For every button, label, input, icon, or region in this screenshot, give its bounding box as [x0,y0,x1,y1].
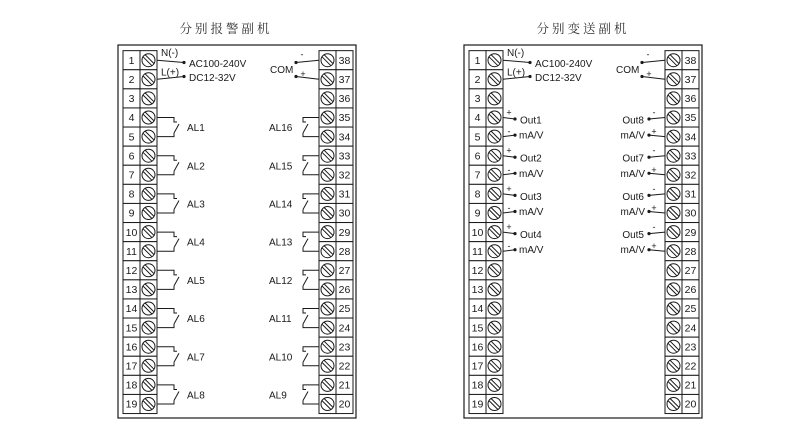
terminal-number: 13 [471,284,484,297]
alarm-label: AL5 [187,275,205,287]
terminal-number: 26 [338,284,351,297]
terminal-number: 1 [474,54,481,67]
terminal [123,51,157,70]
terminal [665,127,699,146]
terminal-number: 31 [338,188,351,201]
terminal [319,375,353,394]
terminal-number: 20 [684,398,697,411]
output-lower-sign: - [507,241,511,252]
terminal [319,318,353,337]
wire-end-dot [647,194,650,197]
terminal-number: 32 [338,169,351,182]
terminal [319,394,353,413]
terminal-number: 35 [338,112,351,125]
terminal-number: 35 [684,112,697,125]
terminal-number: 7 [474,169,481,182]
terminal-number: 11 [472,245,483,258]
terminal [319,70,353,89]
terminal-number: 17 [471,360,484,373]
wire-end-dot [182,61,185,64]
power-l-label: L(+) [507,67,526,79]
left-terminal-strip [469,51,503,414]
output-name: Out8 [622,115,644,127]
terminal [469,51,503,70]
terminal-number: 10 [471,226,484,239]
output-upper-sign: - [652,145,656,156]
terminal-number: 28 [684,245,697,258]
terminal [665,70,699,89]
power-ac-range: AC100-240V [189,59,247,70]
terminal [665,203,699,222]
terminal-number: 13 [125,284,138,297]
terminal [665,51,699,70]
wire-end-dot [528,75,531,78]
wire-end-dot [294,75,297,78]
wire-end-dot [647,134,650,137]
alarm-label: AL14 [269,199,293,211]
output-name: Out4 [520,230,542,242]
output-name: Out5 [622,230,644,242]
terminal-number: 36 [684,93,697,106]
alarm-label: AL6 [187,314,205,326]
terminal-number: 24 [684,322,697,335]
terminal [469,242,503,261]
terminal [319,51,353,70]
terminal-number: 2 [474,74,481,86]
terminal [319,356,353,375]
terminal [123,394,157,413]
wire-end-dot [528,61,531,64]
wire-end-dot [647,210,650,213]
terminal [469,108,503,127]
output-lower-sign: + [651,203,657,213]
alarm-label: AL13 [269,237,293,249]
terminal-number: 9 [128,207,135,220]
terminal-number: 23 [684,341,697,354]
com-plus-sign: + [646,68,652,79]
wire-end-dot [513,172,516,175]
output-unit: mA/V [620,130,645,142]
terminal-number: 33 [338,150,351,163]
terminal [469,299,503,318]
terminal [123,89,157,108]
alarm-label: AL8 [187,390,205,402]
terminal [123,375,157,394]
terminal-number: 12 [471,265,484,277]
left-terminal-strip [123,51,157,414]
output-name: Out6 [622,191,644,203]
terminal-number: 5 [474,131,481,144]
terminal [319,203,353,222]
terminal [319,337,353,356]
terminal [469,165,503,184]
output-upper-sign: + [506,145,512,156]
terminal [123,146,157,165]
terminal [469,356,503,375]
output-upper-sign: + [506,183,512,194]
com-label: COM [616,65,640,76]
terminal-number: 38 [338,54,351,67]
alarm-label: AL11 [269,314,292,326]
terminal [665,280,699,299]
terminal [469,261,503,280]
terminal-number: 16 [471,341,484,354]
terminal [123,165,157,184]
power-dc-range: DC12-32V [189,73,236,84]
wire-end-dot [513,210,516,213]
wire-end-dot [647,117,650,120]
com-label: COM [270,65,294,76]
terminal-number: 37 [338,74,351,86]
terminal-number: 33 [684,150,697,163]
output-lower-sign: - [507,203,511,213]
terminal [319,223,353,242]
wire-end-dot [513,232,516,235]
terminal [123,70,157,89]
terminal-number: 34 [684,131,697,144]
terminal [469,146,503,165]
terminal-number: 38 [684,54,697,67]
terminal [123,356,157,375]
terminal [469,337,503,356]
output-unit: mA/V [519,168,544,180]
terminal [469,127,503,146]
terminal [665,89,699,108]
terminal [319,184,353,203]
terminal-number: 16 [125,341,138,354]
terminal-number: 2 [128,74,135,86]
terminal-number: 8 [128,188,135,201]
output-upper-sign: + [506,222,512,233]
alarm-label: AL3 [187,199,205,211]
terminal [665,146,699,165]
terminal-number: 6 [474,150,481,163]
wire-end-dot [647,172,650,175]
terminal-number: 24 [338,322,351,335]
terminal-number: 19 [125,398,138,411]
terminal-number: 29 [338,226,351,239]
terminal [123,318,157,337]
terminal [665,318,699,337]
terminal-number: 36 [338,93,351,106]
output-lower-sign: - [507,126,511,137]
terminal-number: 14 [471,303,484,316]
transmitter-unit-panel [464,45,702,418]
terminal-number: 29 [684,226,697,239]
output-lower-sign: + [651,126,657,137]
terminal [319,280,353,299]
alarm-label: AL2 [187,161,205,173]
terminal [319,299,353,318]
alarm-label: AL4 [187,237,205,249]
terminal [123,223,157,242]
terminal-number: 18 [471,379,484,392]
output-lower-sign: + [651,241,657,252]
power-n-label: N(-) [507,48,525,60]
alarm-label: AL1 [187,123,205,135]
output-lower-sign: - [507,164,511,175]
terminal-number: 3 [128,93,135,106]
terminal [319,89,353,108]
terminal [469,280,503,299]
terminal-number: 15 [471,322,484,335]
terminal-number: 4 [474,112,481,125]
terminal-number: 30 [338,207,351,220]
terminal-number: 23 [338,341,351,354]
output-name: Out7 [622,153,644,165]
terminal [665,337,699,356]
terminal [123,108,157,127]
terminal-number: 21 [338,379,351,392]
wire-end-dot [513,248,516,251]
terminal [665,261,699,280]
terminal-number: 8 [474,188,481,201]
terminal-number: 27 [338,265,351,277]
right-terminal-strip [319,51,353,414]
transmitter-unit-title: 分别变送副机 [536,21,630,36]
terminal [319,242,353,261]
com-minus-sign: - [300,49,304,60]
terminal-number: 7 [128,169,135,182]
terminal [665,184,699,203]
terminal-number: 10 [125,226,138,239]
wire-end-dot [513,134,516,137]
terminal-number: 17 [125,360,138,373]
terminal-number: 12 [125,265,138,277]
output-unit: mA/V [620,168,645,180]
output-unit: mA/V [620,245,645,257]
alarm-label: AL9 [269,390,287,402]
terminal-number: 34 [338,131,351,144]
terminal [123,203,157,222]
terminal [319,127,353,146]
terminal-number: 4 [128,112,135,125]
terminal-number: 37 [684,74,697,86]
terminal-number: 21 [684,379,697,392]
terminal [469,223,503,242]
output-upper-sign: - [652,183,656,194]
wire-end-dot [640,75,643,78]
com-plus-sign: + [300,68,306,79]
terminal [665,242,699,261]
terminal [469,70,503,89]
terminal-number: 19 [471,398,484,411]
output-name: Out2 [520,153,542,165]
output-upper-sign: + [506,107,512,118]
terminal [319,146,353,165]
terminal-number: 15 [125,322,138,335]
terminal [469,375,503,394]
wire-end-dot [647,248,650,251]
alarm-unit-title: 分别报警副机 [179,21,273,36]
terminal-number: 20 [338,398,351,411]
terminal [469,89,503,108]
terminal [469,394,503,413]
terminal-number: 25 [338,303,351,316]
terminal [319,165,353,184]
terminal-number: 14 [125,303,138,316]
terminal-number: 22 [684,360,697,373]
power-n-label: N(-) [161,48,179,60]
terminal-number: 30 [684,207,697,220]
terminal-number: 1 [128,54,135,67]
alarm-label: AL16 [269,123,293,135]
wire-end-dot [513,117,516,120]
output-unit: mA/V [519,207,544,218]
terminal [665,375,699,394]
power-l-label: L(+) [161,67,180,79]
terminal [123,127,157,146]
wire-end-dot [294,61,297,64]
wire-end-dot [640,61,643,64]
alarm-label: AL10 [269,352,293,364]
wire-end-dot [647,232,650,235]
terminal-number: 28 [338,245,351,258]
terminal-number: 3 [474,93,481,106]
output-upper-sign: - [652,222,656,233]
terminal [665,165,699,184]
terminal-number: 27 [684,265,697,277]
output-unit: mA/V [519,245,544,257]
terminal-number: 18 [125,379,138,392]
right-terminal-strip [665,51,699,414]
terminal-number: 26 [684,284,697,297]
terminal-number: 31 [684,188,697,201]
terminal [123,280,157,299]
terminal-number: 9 [474,207,481,220]
power-ac-range: AC100-240V [535,59,593,70]
terminal-number: 6 [128,150,135,163]
output-name: Out3 [520,191,542,203]
com-minus-sign: - [646,49,650,60]
terminal [469,318,503,337]
terminal-number: 5 [128,131,135,144]
power-dc-range: DC12-32V [535,73,582,84]
terminal [319,261,353,280]
alarm-label: AL7 [187,352,205,364]
alarm-label: AL15 [269,161,293,173]
output-name: Out1 [520,115,542,127]
terminal-number: 22 [338,360,351,373]
terminal-number: 32 [684,169,697,182]
terminal [665,223,699,242]
wire-end-dot [513,194,516,197]
terminal [469,203,503,222]
output-lower-sign: + [651,164,657,175]
terminal [123,299,157,318]
terminal [665,356,699,375]
output-unit: mA/V [620,207,645,218]
wire-end-dot [647,156,650,159]
alarm-unit-panel [118,45,356,418]
terminal [123,184,157,203]
terminal [319,108,353,127]
terminal-number: 11 [126,245,137,258]
terminal-number: 25 [684,303,697,316]
wire-end-dot [182,75,185,78]
terminal [123,242,157,261]
output-upper-sign: - [652,107,656,118]
terminal [123,261,157,280]
terminal [665,108,699,127]
terminal [665,299,699,318]
alarm-label: AL12 [269,275,293,287]
terminal [123,337,157,356]
terminal [469,184,503,203]
wire-end-dot [513,156,516,159]
terminal [665,394,699,413]
output-unit: mA/V [519,130,544,142]
